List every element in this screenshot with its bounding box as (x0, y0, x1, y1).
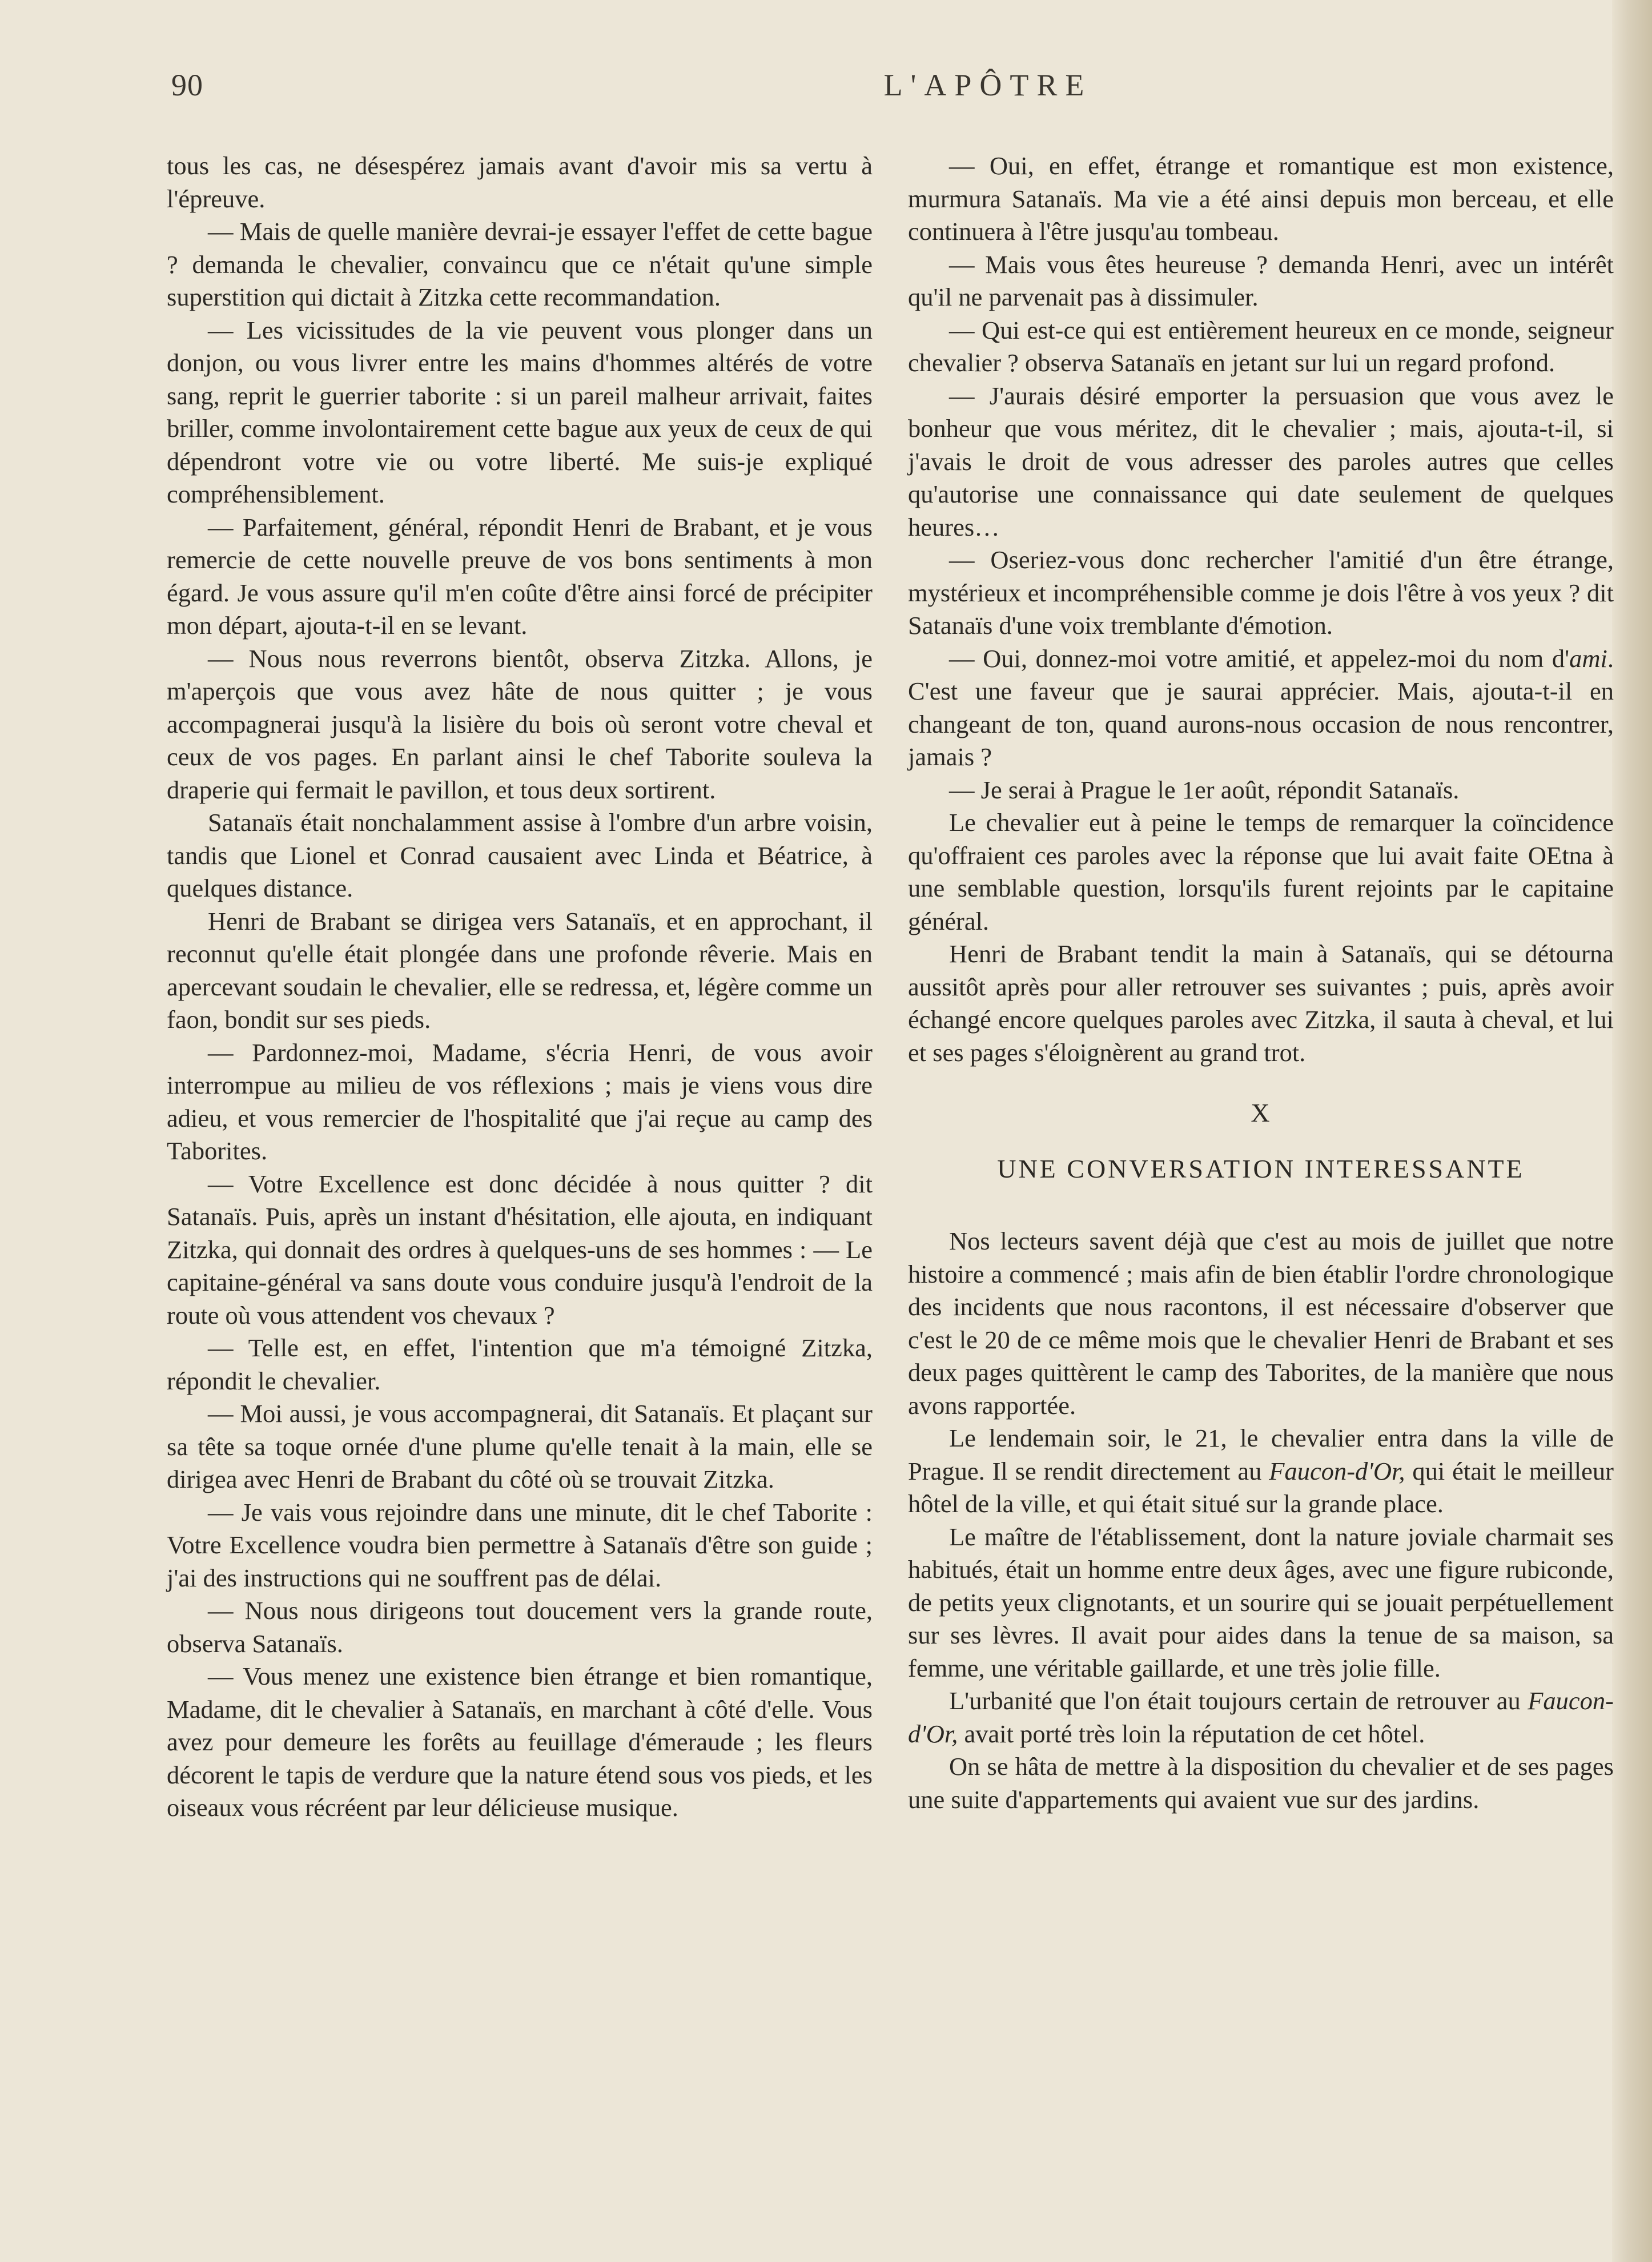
paragraph: — J'aurais désiré emporter la persuasion que vous avez le bonheur que vous méritez, dit le chevalier ; mais, ajouta-t-il, si j'avais le droit de vous adresser des paroles autres que celles qu'autorise une connaissance qui date seulement de quelques heures… (908, 381, 1614, 541)
right-column (908, 150, 1614, 1816)
text-run: — Oui, donnez-moi votre amitié, et appelez-moi du nom d' (949, 644, 1570, 673)
section-number: X (1251, 1098, 1271, 1127)
page-number: 90 (171, 68, 203, 102)
paragraph: — Vous menez une existence bien étrange et bien romantique, Madame, dit le chevalier à Satanaïs, en marchant à côté d'elle. Vous avez pour demeure les forêts au feuillage d'émeraude ; les fleurs décorent le tapis de verdure que la nature étend sous vos pieds, et les oiseaux vous récréent par leur délicieuse musique. (167, 1662, 873, 1822)
page-header (171, 67, 1587, 113)
italic-text: ami (1569, 644, 1607, 673)
paragraph (908, 1685, 1614, 1750)
paragraph: On se hâta de mettre à la disposition du chevalier et de ses pages une suite d'appartements qui avaient vue sur des jardins. (908, 1752, 1614, 1814)
paragraph: — Telle est, en effet, l'intention que m'a témoigné Zitzka, répondit le chevalier. (167, 1333, 873, 1395)
paragraph: — Je vais vous rejoindre dans une minute, dit le chef Taborite : Votre Excellence voudra bien permettre à Satanaïs d'être son guide ; j'ai des instructions qui ne souffrent pas de délai. (167, 1497, 873, 1592)
page-edge (1612, 0, 1652, 2262)
left-column (167, 150, 873, 1825)
italic-text: Faucon-d'Or, (908, 1686, 1614, 1748)
paragraph: — Mais vous êtes heureuse ? demanda Henri, avec un intérêt qu'il ne parvenait pas à dissimuler. (908, 250, 1614, 311)
italic-text: Faucon-d'Or, (1269, 1456, 1405, 1485)
paragraph: — Parfaitement, général, répondit Henri de Brabant, et je vous remercie de cette nouvelle preuve de vos bons sentiments à mon égard. Je vous assure qu'il m'en coûte d'être ainsi forcé de précipiter mon départ, ajouta-t-il en se levant. (167, 512, 873, 640)
paragraph: Nos lecteurs savent déjà que c'est au mois de juillet que notre histoire a commencé ; mais afin de bien établir l'ordre chronologique des incidents que nous racontons, il est nécessaire d'observer que c'est le 20 de ce même mois que le chevalier Henri de Brabant et ses deux pages quittèrent le camp des Taborites, de la manière que nous avons rapportée. (908, 1227, 1614, 1420)
section-title: UNE CONVERSATION INTERESSANTE (997, 1154, 1525, 1183)
paragraph: Henri de Brabant tendit la main à Satanaïs, qui se détourna aussitôt après pour aller retrouver ses suivantes ; puis, après avoir échangé encore quelques paroles avec Zitzka, il sauta à cheval, et lui et ses pages s'éloignèrent au grand trot. (908, 939, 1614, 1067)
paragraph (908, 1422, 1614, 1521)
paragraph: — Nous nous dirigeons tout doucement vers la grande route, observa Satanaïs. (167, 1596, 873, 1658)
paragraph: — Les vicissitudes de la vie peuvent vous plonger dans un donjon, ou vous livrer entre les mains d'hommes altérés de votre sang, reprit le guerrier taborite : si un pareil malheur arrivait, faites briller, comme involontairement cette bague aux yeux de ceux de qui dépendront votre vie ou votre liberté. Me suis-je expliqué compréhensiblement. (167, 315, 873, 508)
paragraph: — Mais de quelle manière devrai-je essayer l'effet de cette bague ? demanda le chevalier, convaincu que ce n'était qu'une simple superstition qui dictait à Zitzka cette recommandation. (167, 217, 873, 311)
text-run: qui était le meilleur hôtel de la ville, et qui était situé sur la grande place. (908, 1456, 1614, 1518)
paragraph: — Je serai à Prague le 1er août, répondit Satanaïs. (949, 775, 1460, 804)
text-run: L'urbanité que l'on était toujours certain de retrouver au (949, 1686, 1528, 1715)
paragraph: — Oseriez-vous donc rechercher l'amitié d'un être étrange, mystérieux et incompréhensible comme je dois l'être à vos yeux ? dit Satanaïs d'une voix tremblante d'émotion. (908, 545, 1614, 640)
paragraph: Le chevalier eut à peine le temps de remarquer la coïncidence qu'offraient ces paroles avec la réponse que lui avait faite OEtna à une semblable question, lorsqu'ils furent rejoints par le capitaine général. (908, 808, 1614, 935)
paragraph: — Nous nous reverrons bientôt, observa Zitzka. Allons, je m'aperçois que vous avez hâte de nous quitter ; je vous accompagnerai jusqu'à la lisière du bois où seront votre cheval et ceux de vos pages. En parlant ainsi le chef Taborite souleva la draperie qui fermait le pavillon, et tous deux sortirent. (167, 644, 873, 804)
paragraph: Henri de Brabant se dirigea vers Satanaïs, et en approchant, il reconnut qu'elle était plongée dans une profonde rêverie. Mais en apercevant soudain le chevalier, elle se redressa, et, légère comme un faon, bondit sur ses pieds. (167, 906, 873, 1034)
paragraph: Satanaïs était nonchalamment assise à l'ombre d'un arbre voisin, tandis que Lionel et Conrad causaient avec Linda et Béatrice, à quelques distance. (167, 808, 873, 902)
paragraph: — Moi aussi, je vous accompagnerai, dit Satanaïs. Et plaçant sur sa tête sa toque ornée d'une plume qu'elle tenait à la main, elle se dirigea avec Henri de Brabant du côté où se trouvait Zitzka. (167, 1399, 873, 1493)
text-run: . C'est une faveur que je saurai apprécier. Mais, ajouta-t-il en changeant de ton, quand aurons-nous occasion de nous rencontrer, jamais ? (908, 644, 1614, 771)
text-run: avait porté très loin la réputation de cet hôtel. (958, 1719, 1425, 1748)
paragraph: — Votre Excellence est donc décidée à nous quitter ? dit Satanaïs. Puis, après un instant d'hésitation, elle ajouta, en indiquant Zitzka, qui donnait des ordres à quelques-uns de ses hommes : — Le capitaine-général va sans doute vous conduire jusqu'à l'endroit de la route où vous attendent vos chevaux ? (167, 1169, 873, 1329)
paragraph: — Pardonnez-moi, Madame, s'écria Henri, de vous avoir interrompue au milieu de vos réflexions ; mais je viens vous dire adieu, et vous remercier de l'hospitalité que j'ai reçue au camp des Taborites. (167, 1038, 873, 1165)
running-title: L'APÔTRE (883, 68, 1092, 102)
paragraph: — Qui est-ce qui est entièrement heureux en ce monde, seigneur chevalier ? observa Satanaïs en jetant sur lui un regard profond. (908, 315, 1614, 377)
paragraph: Le maître de l'établissement, dont la nature joviale charmait ses habitués, était un homme entre deux âges, avec une figure rubiconde, de petits yeux clignotants, et un sourire qui se jouait perpétuellement sur ses lèvres. Il avait pour aides dans la tenue de sa maison, sa femme, une véritable gaillarde, et une très jolie fille. (908, 1522, 1614, 1682)
paragraph: — Oui, en effet, étrange et romantique est mon existence, murmura Satanaïs. Ma vie a été ainsi depuis mon berceau, et elle continuera à l'être jusqu'au tombeau. (908, 151, 1614, 246)
paragraph: tous les cas, ne désespérez jamais avant d'avoir mis sa vertu à l'épreuve. (167, 151, 873, 213)
text-run: Le lendemain soir, le 21, le chevalier entra dans la ville de Prague. Il se rendit directement au (908, 1424, 1614, 1485)
paragraph (908, 642, 1614, 774)
